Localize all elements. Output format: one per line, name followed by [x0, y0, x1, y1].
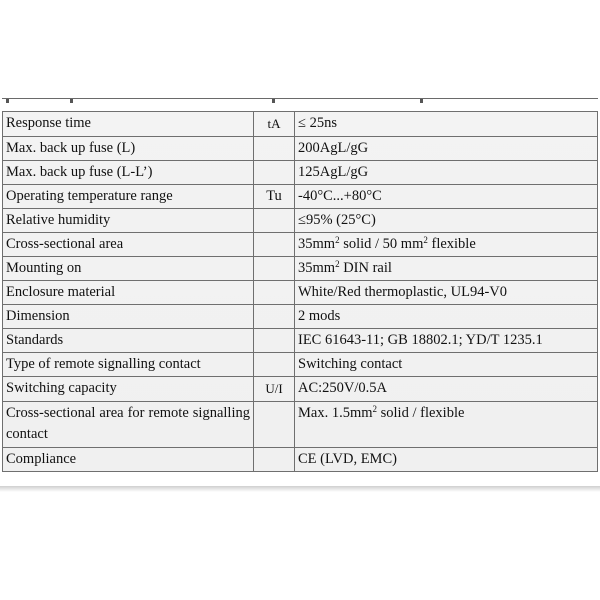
value-cell: AC:250V/0.5A — [295, 377, 598, 402]
table-row — [3, 233, 598, 257]
value-cell: ≤95% (25°C) — [295, 209, 598, 233]
table-row — [3, 402, 598, 448]
value-cell: 125AgL/gG — [295, 161, 598, 185]
symbol-cell — [254, 209, 295, 233]
superscript: 2 — [423, 235, 428, 245]
table-row — [3, 137, 598, 161]
symbol-text: U/I — [265, 381, 283, 396]
parameter-cell: Max. back up fuse (L) — [3, 137, 254, 161]
value-cell: -40°C...+80°C — [295, 185, 598, 209]
symbol-cell — [254, 161, 295, 185]
parameter-cell: Max. back up fuse (L-L’) — [3, 161, 254, 185]
symbol-cell — [254, 329, 295, 353]
table-row — [3, 329, 598, 353]
parameter-cell: Cross-sectional area — [3, 233, 254, 257]
table-row — [3, 209, 598, 233]
symbol-cell — [254, 353, 295, 377]
cropped-mark — [6, 99, 9, 103]
value-cell — [295, 233, 598, 257]
table-row — [3, 281, 598, 305]
table-row — [3, 353, 598, 377]
parameter-cell: Compliance — [3, 448, 254, 472]
value-cell — [295, 402, 598, 448]
value-cell: ≤ 25ns — [295, 112, 598, 137]
symbol-cell: Tu — [254, 185, 295, 209]
parameter-cell: Response time — [3, 112, 254, 137]
value-text: 35mm — [298, 260, 336, 276]
symbol-cell — [254, 377, 295, 402]
value-text: flexible — [427, 236, 476, 252]
symbol-text: tA — [267, 116, 281, 131]
symbol-cell — [254, 305, 295, 329]
cropped-mark — [420, 99, 423, 103]
parameter-cell: Switching capacity — [3, 377, 254, 402]
value-cell: 200AgL/gG — [295, 137, 598, 161]
table-row — [3, 305, 598, 329]
page-shadow — [0, 486, 600, 492]
superscript: 2 — [335, 235, 340, 245]
parameter-cell: Enclosure material — [3, 281, 254, 305]
table-row — [3, 112, 598, 137]
table-row — [3, 257, 598, 281]
symbol-cell — [254, 112, 295, 137]
parameter-cell: Relative humidity — [3, 209, 254, 233]
value-text: DIN rail — [339, 260, 392, 276]
specification-table — [2, 111, 598, 472]
value-cell: IEC 61643-11; GB 18802.1; YD/T 1235.1 — [295, 329, 598, 353]
superscript: 2 — [372, 404, 378, 414]
symbol-cell — [254, 233, 295, 257]
parameter-cell: Type of remote signalling contact — [3, 353, 254, 377]
superscript: 2 — [335, 259, 340, 269]
table-row — [3, 161, 598, 185]
parameter-cell: Standards — [3, 329, 254, 353]
value-cell: Switching contact — [295, 353, 598, 377]
symbol-cell — [254, 448, 295, 472]
parameter-cell: Mounting on — [3, 257, 254, 281]
symbol-cell — [254, 257, 295, 281]
parameter-cell: Operating temperature range — [3, 185, 254, 209]
cropped-previous-row — [2, 98, 598, 111]
value-text: Max. 1.5mm — [298, 405, 373, 421]
value-cell: White/Red thermoplastic, UL94-V0 — [295, 281, 598, 305]
value-cell: CE (LVD, EMC) — [295, 448, 598, 472]
cropped-mark — [272, 99, 275, 103]
value-text: 35mm — [298, 236, 336, 252]
cropped-mark — [70, 99, 73, 103]
value-text: solid / 50 mm — [339, 236, 424, 252]
table-row — [3, 185, 598, 209]
value-cell — [295, 257, 598, 281]
table-row — [3, 377, 598, 402]
symbol-cell — [254, 402, 295, 448]
value-cell: 2 mods — [295, 305, 598, 329]
symbol-cell — [254, 137, 295, 161]
table-row — [3, 448, 598, 472]
symbol-cell — [254, 281, 295, 305]
parameter-cell: Dimension — [3, 305, 254, 329]
parameter-cell: Cross-sectional area for remote signalling contact — [3, 402, 254, 448]
value-text: solid / flexible — [377, 405, 465, 421]
